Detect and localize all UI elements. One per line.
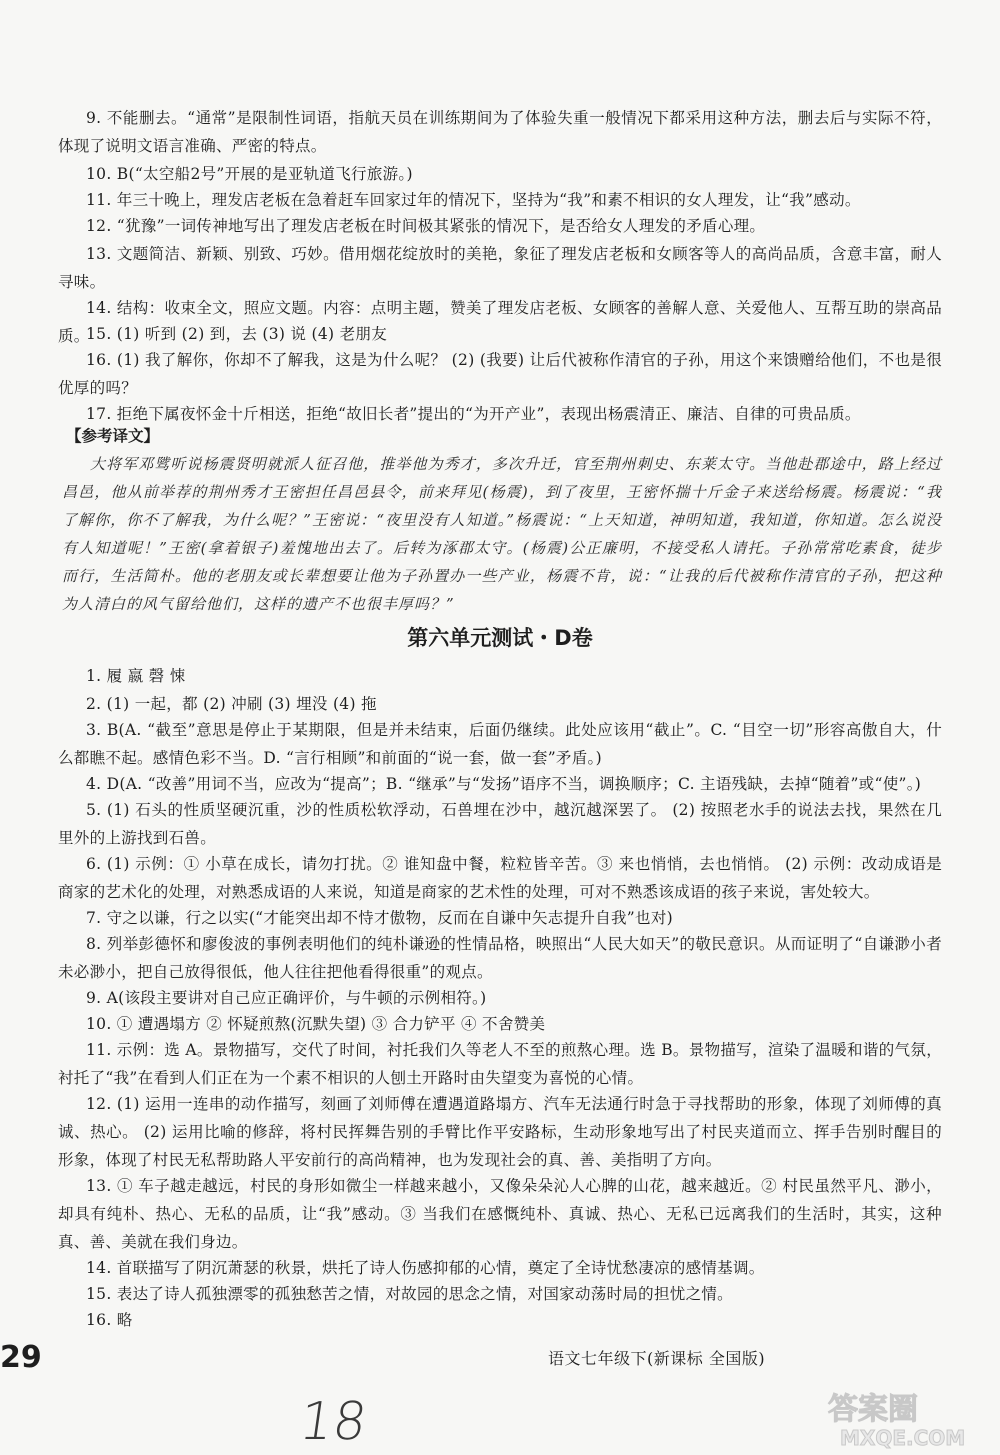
answer-item: 9. 不能删去。“通常”是限制性词语，指航天员在训练期间为了体验失重一般情况下都采用这种方法，删去后与实际不符，体现了说明文语言准确、严密的特点。 [58,109,942,155]
watermark-logo [820,1385,995,1450]
answer-item: 1. 履 嬴 磬 悚 [86,667,186,685]
answer-item: 10. B(“太空船2号”开展的是亚轨道飞行旅游。) [86,165,413,183]
answer-item: 17. 拒绝下属夜怀金十斤相送，拒绝“故旧长者”提出的“为开产业”，表现出杨震清正、廉洁、自律的可贵品质。 [86,405,861,423]
reference-translation: 大将军邓骘听说杨震贤明就派人征召他，推举他为秀才，多次升迁，官至荆州刺史、东莱太守。当他赴郡途中，路上经过昌邑，他从前举荐的荆州秀才王密担任昌邑县令，前来拜见(杨震)，到了夜里，王密怀揣十斤金子来送给杨震。杨震说：“我了解你，你不了解我，为什么呢？”王密说：“夜里没有人知道。”杨震说：“上天知道，神明知道，我知道，你知道。怎么说没有人知道呢！”王密(拿着银子)羞愧地出去了。后转为涿郡太守。(杨震)公正廉明，不接受私人请托。子孙常常吃素食，徒步而行，生活简朴。他的老朋友或长辈想要让他为子孙置办一些产业，杨震不肯，说：“让我的后代被称作清官的子孙，把这种为人清白的风气留给他们，这样的遗产不也很丰厚吗？” [62,455,942,613]
answer-item: 2. (1) 一起，都 (2) 冲刷 (3) 埋没 (4) 拖 [86,695,377,713]
page-number: 29 [0,1340,42,1375]
answer-item: 14. 结构：收束全文，照应文题。内容：点明主题，赞美了理发店老板、女顾客的善解人意、关爱他人、互帮互助的崇高品质。 [58,299,942,345]
answer-item: 3. B(A. “截至”意思是停止于某期限，但是并未结束，后面仍继续。此处应该用“截止”。C. “目空一切”形容高傲自大，什么都瞧不起。感情色彩不当。D. “言行相顾”和前面的“说一套，做一套”矛盾。) [58,721,942,767]
answer-item: 13. ① 车子越走越远，村民的身形如微尘一样越来越小，又像朵朵沁人心脾的山花，越来越近。② 村民虽然平凡、渺小，却具有纯朴、热心、无私的品质，让“我”感动。③ 当我们在感慨纯朴、真诚、热心、无私已远离我们的生活时，其实，这种真、善、美就在我们身边。 [58,1177,942,1251]
answer-item: 16. (1) 我了解你，你却不了解我，这是为什么呢？ (2) (我要) 让后代被称作清官的子孙，用这个来馈赠给他们，不也是很优厚的吗？ [58,351,942,397]
watermark-url: MXQE.COM [840,1426,966,1450]
answer-item: 12. “犹豫”一词传神地写出了理发店老板在时间极其紧张的情况下，是否给女人理发的矛盾心理。 [86,217,766,235]
reference-heading: 【参考译文】 [66,427,160,445]
answer-item: 16. 略 [86,1311,133,1329]
answer-item: 11. 年三十晚上，理发店老板在急着赶车回家过年的情况下，坚持为“我”和素不相识的女人理发，让“我”感动。 [86,191,861,209]
answer-item: 7. 守之以谦，行之以实(“才能突出却不恃才傲物，反而在自谦中矢志提升自我”也对) [86,909,673,927]
watermark-title: 答案圈 [828,1392,918,1427]
section-title: 第六单元测试・D卷 [407,626,593,650]
answer-item: 13. 文题简洁、新颖、别致、巧妙。借用烟花绽放时的美艳，象征了理发店老板和女顾客等人的高尚品质，含意丰富，耐人寻味。 [58,245,942,291]
answer-item: 4. D(A. “改善”用词不当，应改为“提高”；B. “继承”与“发扬”语序不当，调换顺序；C. 主语残缺，去掉“随着”或“使”。) [86,775,922,793]
answer-item: 15. (1) 听到 (2) 到，去 (3) 说 (4) 老朋友 [86,325,387,343]
answer-item: 8. 列举彭德怀和廖俊波的事例表明他们的纯朴谦逊的性情品格，映照出“人民大如天”的敬民意识。从而证明了“自谦渺小者未必渺小，把自己放得很低，他人往往把他看得很重”的观点。 [58,935,942,981]
answer-item: 6. (1) 示例：① 小草在成长，请勿打扰。② 谁知盘中餐，粒粒皆辛苦。③ 来也悄悄，去也悄悄。 (2) 示例：改动成语是商家的艺术化的处理，对熟悉成语的人来说，知道是商家的艺术性的处理，可对不熟悉该成语的孩子来说，害处较大。 [58,855,942,901]
answer-item: 14. 首联描写了阴沉萧瑟的秋景，烘托了诗人伤感抑郁的心情，奠定了全诗忧愁凄凉的感情基调。 [86,1259,765,1277]
answer-item: 9. A(该段主要讲对自己应正确评价，与牛顿的示例相符。) [86,989,487,1007]
answer-item: 5. (1) 石头的性质坚硬沉重，沙的性质松软浮动，石兽埋在沙中，越沉越深罢了。 (2) 按照老水手的说法去找，果然在几里外的上游找到石兽。 [58,801,942,847]
handwritten-note: 18 [295,1392,371,1452]
answer-item: 12. (1) 运用一连串的动作描写，刻画了刘师傅在遭遇道路塌方、汽车无法通行时急于寻找帮助的形象，体现了刘师傅的真诚、热心。 (2) 运用比喻的修辞，将村民挥舞告别的手臂比作平安路标，生动形象地写出了村民夹道而立、挥手告别时醒目的形象，体现了村民无私帮助路人平安前行的高尚精神，也为发现社会的真、善、美指明了方向。 [58,1095,942,1169]
footer-book-title: 语文七年级下(新课标 全国版) [548,1349,766,1368]
answer-item: 11. 示例：选 A。景物描写，交代了时间，衬托我们久等老人不至的煎熬心理。选 B。景物描写，渲染了温暖和谐的气氛，衬托了“我”在看到人们正在为一个素不相识的人刨土开路时由失望变为喜悦的心情。 [58,1041,942,1087]
answer-item: 10. ① 遭遇塌方 ② 怀疑煎熬(沉默失望) ③ 合力铲平 ④ 不舍赞美 [86,1015,546,1033]
answer-item: 15. 表达了诗人孤独漂零的孤独愁苦之情，对故园的思念之情，对国家动荡时局的担忧之情。 [86,1285,733,1303]
